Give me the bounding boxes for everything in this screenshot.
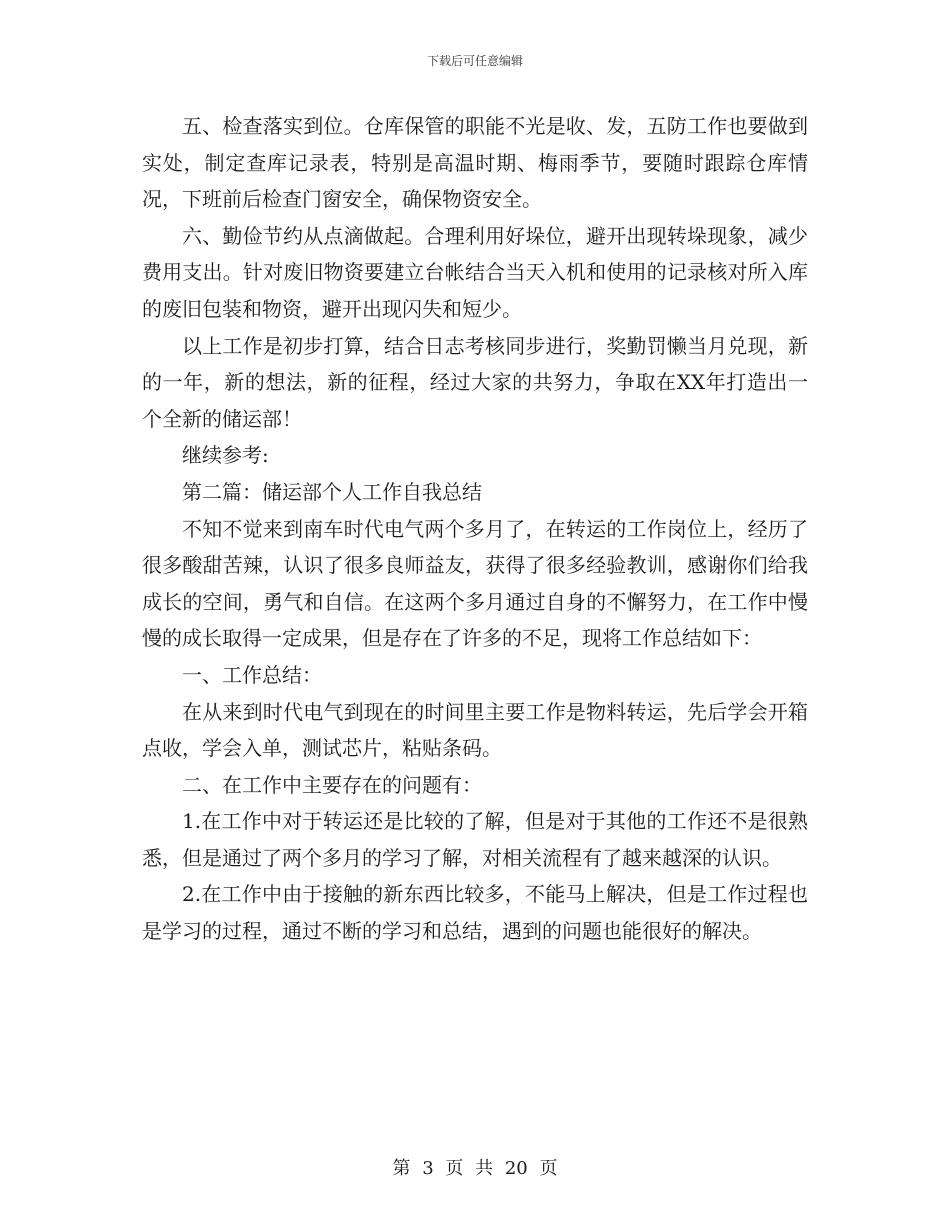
- paragraph-main-work: 在从来到时代电气到现在的时间里主要工作是物料转运，先后学会开箱点收，学会入单，测试芯片，粘贴条码。: [142, 699, 808, 761]
- paragraph-inspection: 五、检查落实到位。仓库保管的职能不光是收、发，五防工作也要做到实处，制定查库记录表，特别是高温时期、梅雨季节，要随时跟踪仓库情况，下班前后检查门窗安全，确保物资安全。: [142, 114, 808, 212]
- page-number: 第 3 页 共 20 页: [392, 1158, 558, 1179]
- paragraph-problem-2: 2.在工作中由于接触的新东西比较多，不能马上解决，但是工作过程也是学习的过程，通过不断的学习和总结，遇到的问题也能很好的解决。: [142, 882, 808, 944]
- paragraph-continue-reference: 继续参考:: [182, 443, 269, 468]
- heading-work-summary: 一、工作总结：: [182, 662, 322, 687]
- page-header-note: 下载后可任意编辑: [426, 54, 523, 68]
- document-body: [142, 108, 808, 950]
- paragraph-plan-summary: 以上工作是初步打算，结合日志考核同步进行，奖勤罚懒当月兑现，新的一年，新的想法，新的征程，经过大家的共努力，争取在XX年打造出一个全新的储运部！: [142, 333, 808, 431]
- paragraph-intro: 不知不觉来到南车时代电气两个多月了，在转运的工作岗位上，经历了很多酸甜苦辣，认识了很多良师益友，获得了很多经验教训，感谢你们给我成长的空间，勇气和自信。在这两个多月通过自身的不懈努力，在工作中慢慢的成长取得一定成果，但是存在了许多的不足，现将工作总结如下：: [142, 516, 808, 651]
- section-title-second-article: 第二篇：储运部个人工作自我总结: [182, 479, 482, 504]
- paragraph-problem-1: 1.在工作中对于转运还是比较的了解，但是对于其他的工作还不是很熟悉，但是通过了两个多月的学习了解，对相关流程有了越来越深的认识。: [142, 809, 808, 870]
- heading-problems: 二、在工作中主要存在的问题有：: [182, 772, 482, 797]
- paragraph-thrift: 六、勤俭节约从点滴做起。合理利用好垛位，避开出现转垛现象，减少费用支出。针对废旧物资要建立台帐结合当天入机和使用的记录核对所入库的废旧包装和物资，避开出现闪失和短少。: [142, 223, 808, 321]
